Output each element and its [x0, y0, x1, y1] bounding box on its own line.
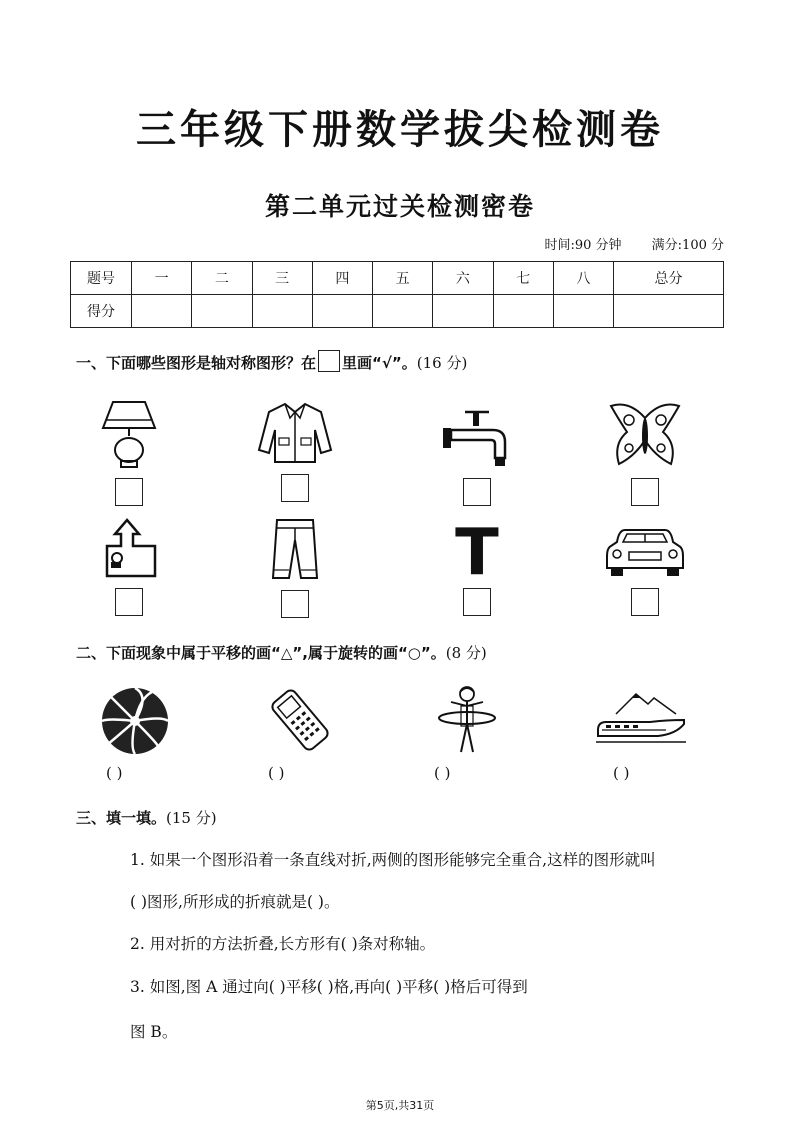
butterfly-icon — [605, 400, 685, 470]
answer-checkbox[interactable] — [463, 588, 491, 616]
score-input-cell[interactable] — [192, 295, 252, 328]
section-3-points: (15 分) — [166, 809, 217, 827]
pants-icon — [263, 516, 327, 582]
score-cell: 二 — [192, 262, 252, 295]
score-table-score-row — [71, 295, 724, 328]
faucet-icon — [439, 404, 515, 470]
answer-checkbox[interactable] — [463, 478, 491, 506]
arrow-sign-item — [84, 516, 174, 616]
page-subtitle: 第二单元过关检测密卷 — [264, 192, 535, 221]
exam-time: 时间:90 分钟 — [544, 238, 622, 253]
jacket-item — [250, 398, 340, 502]
section-2-text: 二、下面现象中属于平移的画“△”,属于旋转的画“○”。 — [76, 644, 446, 662]
score-input-cell[interactable] — [312, 295, 372, 328]
car-item — [600, 520, 690, 616]
lamp-item — [84, 398, 174, 506]
exam-meta — [518, 234, 724, 253]
score-cell: 总分 — [614, 262, 724, 295]
page-number: 第5页,共31页 — [365, 1099, 435, 1112]
question-2: 2. 用对折的方法折叠,长方形有( )条对称轴。 — [130, 935, 436, 953]
section-1-heading — [76, 350, 467, 373]
car-icon — [605, 520, 685, 580]
jacket-icon — [257, 398, 333, 466]
section-2-heading — [76, 642, 487, 663]
score-row-label: 得分 — [71, 295, 132, 328]
score-input-cell[interactable] — [252, 295, 312, 328]
hula-hoop-girl-icon — [435, 684, 499, 756]
train-item — [596, 690, 686, 748]
score-input-cell[interactable] — [132, 295, 192, 328]
letter-t-item — [432, 520, 522, 616]
question-1-line-1: 1. 如果一个图形沿着一条直线对折,两侧的图形能够完全重合,这样的图形就叫 — [130, 851, 656, 869]
score-input-cell[interactable] — [553, 295, 613, 328]
butterfly-item — [600, 400, 690, 506]
answer-checkbox[interactable] — [115, 478, 143, 506]
answer-checkbox[interactable] — [115, 588, 143, 616]
score-cell: 题号 — [71, 262, 132, 295]
score-input-cell[interactable] — [614, 295, 724, 328]
phone-item — [255, 688, 345, 752]
section-3-text: 三、填一填。 — [76, 809, 167, 827]
answer-checkbox[interactable] — [281, 590, 309, 618]
lamp-icon — [97, 398, 161, 470]
score-cell: 六 — [433, 262, 493, 295]
hula-hoop-item — [422, 684, 512, 756]
question-1-line-2: ( )图形,所形成的折痕就是( )。 — [130, 893, 340, 911]
answer-checkbox[interactable] — [631, 478, 659, 506]
letter-t-glyph: T — [455, 520, 499, 580]
answer-checkbox[interactable] — [631, 588, 659, 616]
score-table-header-row — [71, 262, 724, 295]
section-1-points: (16 分) — [416, 354, 468, 372]
score-cell: 五 — [373, 262, 433, 295]
section-3-heading — [76, 807, 217, 828]
score-table — [70, 261, 724, 328]
score-cell: 四 — [312, 262, 372, 295]
score-cell: 一 — [132, 262, 192, 295]
answer-checkbox[interactable] — [281, 474, 309, 502]
letter-t-icon — [447, 520, 507, 580]
section-2-points: (8 分) — [445, 644, 487, 662]
section-1-text-b: 里画“√”。 — [342, 354, 417, 372]
answer-blank[interactable]: ( ) — [106, 764, 123, 782]
score-input-cell[interactable] — [433, 295, 493, 328]
answer-blank[interactable]: ( ) — [613, 764, 630, 782]
arrow-sign-icon — [97, 516, 161, 580]
phone-icon — [264, 688, 336, 752]
exam-full-score: 满分:100 分 — [651, 238, 724, 253]
score-cell: 八 — [553, 262, 613, 295]
train-icon — [596, 690, 686, 748]
answer-blank[interactable]: ( ) — [268, 764, 285, 782]
score-input-cell[interactable] — [373, 295, 433, 328]
score-cell: 三 — [252, 262, 312, 295]
score-input-cell[interactable] — [493, 295, 553, 328]
answer-blank[interactable]: ( ) — [434, 764, 451, 782]
score-cell: 七 — [493, 262, 553, 295]
pinwheel-item — [90, 686, 180, 756]
question-3-line-1: 3. 如图,图 A 通过向( )平移( )格,再向( )平移( )格后可得到 — [130, 978, 528, 996]
pants-item — [250, 516, 340, 618]
question-3-line-2: 图 B。 — [130, 1023, 178, 1041]
section-1-text: 一、下面哪些图形是轴对称图形？在 — [76, 354, 317, 372]
page-title: 三年级下册数学拔尖检测卷 — [136, 107, 664, 153]
faucet-item — [432, 404, 522, 506]
pinwheel-icon — [100, 686, 170, 756]
answer-box-sample — [318, 350, 340, 372]
